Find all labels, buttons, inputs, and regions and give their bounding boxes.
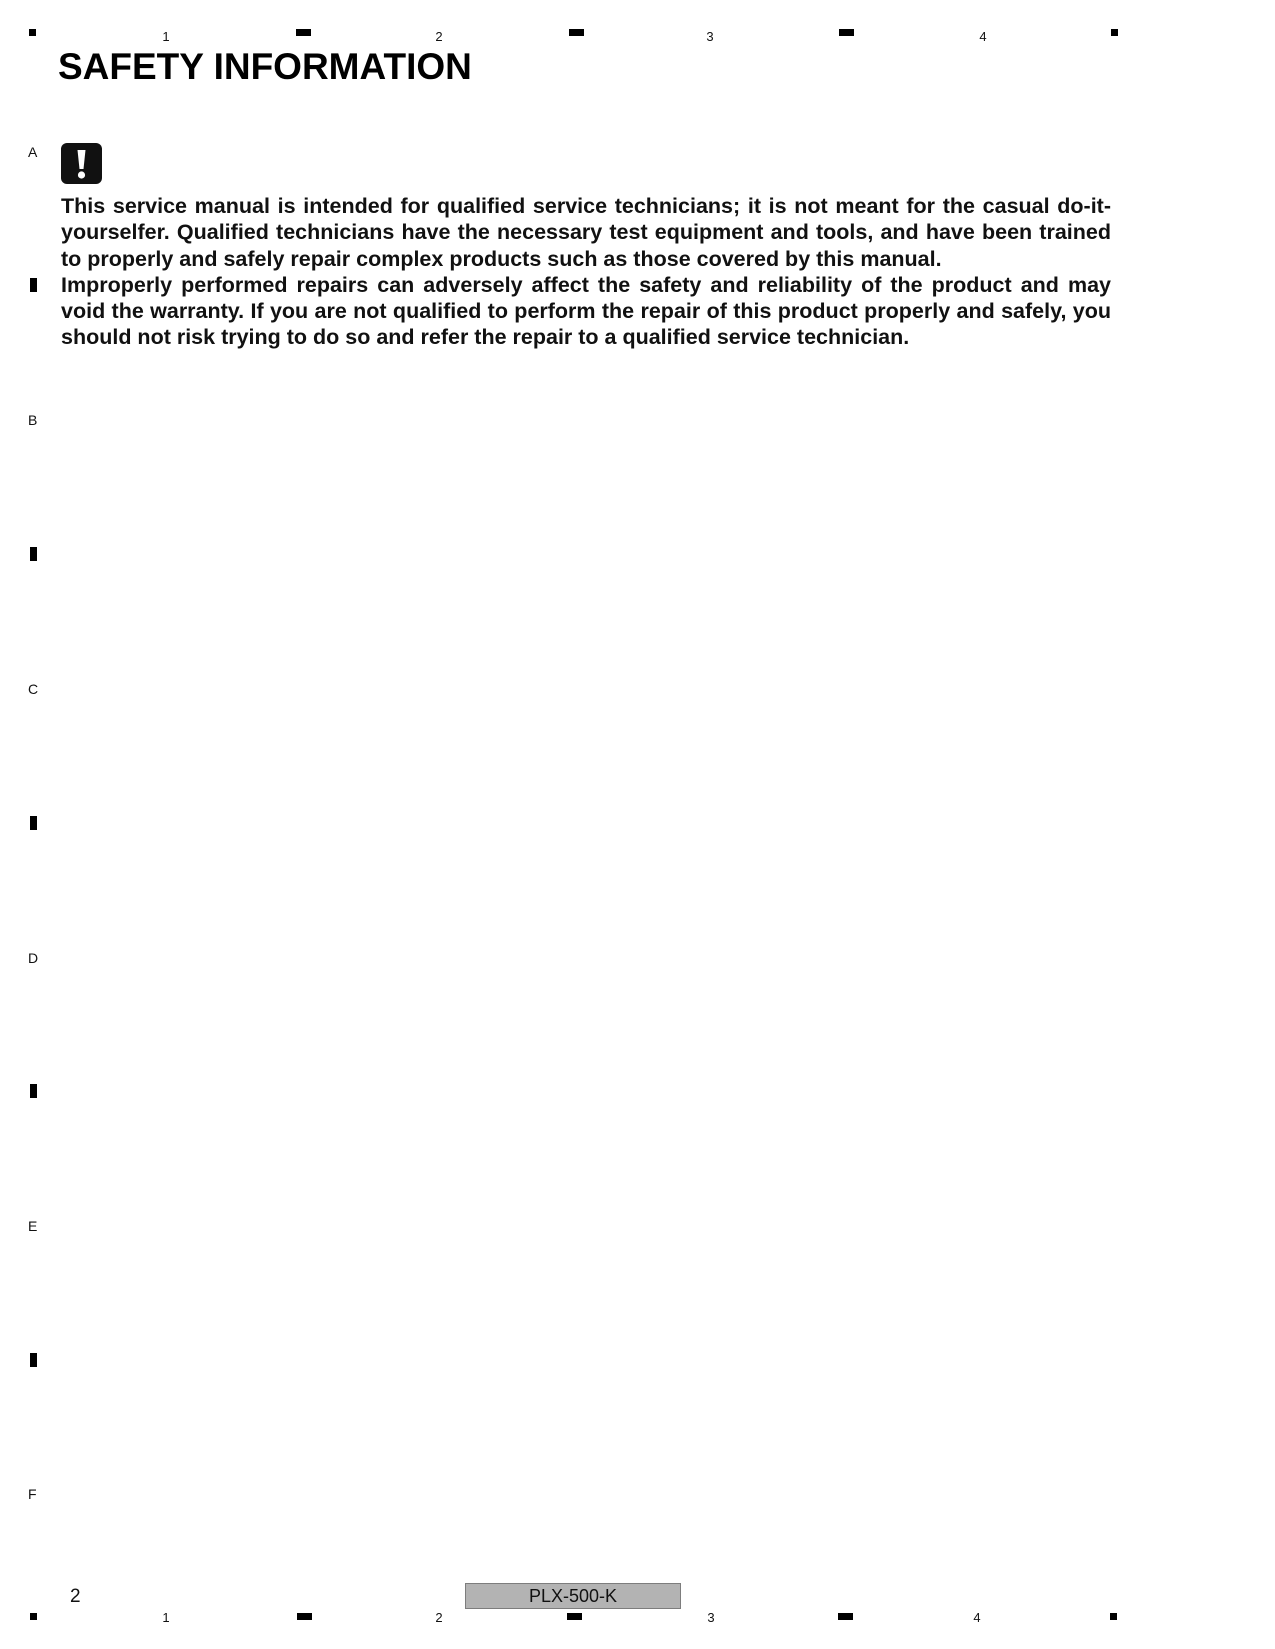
- column-number-top-2: 2: [435, 29, 443, 44]
- column-number-top-3: 3: [706, 29, 714, 44]
- registration-mark-top-right: [1111, 29, 1118, 36]
- registration-mark-top: [296, 29, 311, 36]
- safety-notice: [61, 193, 1111, 351]
- row-label-e: E: [28, 1218, 38, 1234]
- column-number-top-1: 1: [162, 29, 170, 44]
- registration-mark-side: [30, 816, 37, 830]
- row-label-f: F: [28, 1486, 37, 1502]
- model-name-box: PLX-500-K: [465, 1583, 681, 1609]
- row-label-c: C: [28, 681, 39, 697]
- safety-paragraph-1: This service manual is intended for qualified service technicians; it is not meant for the casual do-it-yourselfer. Qualified technicians have the necessary test equipment and tools, and have been trained to properly and safely repair complex products such as those covered by this manual.: [61, 194, 1111, 271]
- column-number-bottom-3: 3: [707, 1610, 715, 1625]
- registration-mark-bottom-right: [1110, 1613, 1117, 1620]
- page-number: 2: [70, 1586, 81, 1607]
- column-number-bottom-4: 4: [973, 1610, 981, 1625]
- registration-mark-side: [30, 1084, 37, 1098]
- registration-mark-top: [839, 29, 854, 36]
- row-label-a: A: [28, 144, 38, 160]
- registration-mark-side: [30, 547, 37, 561]
- column-number-top-4: 4: [979, 29, 987, 44]
- registration-mark-side: [30, 278, 37, 292]
- registration-mark-top-left: [29, 29, 36, 36]
- column-number-bottom-1: 1: [162, 1610, 170, 1625]
- row-label-b: B: [28, 412, 38, 428]
- registration-mark-side: [30, 1353, 37, 1367]
- column-number-bottom-2: 2: [435, 1610, 443, 1625]
- registration-mark-bottom: [567, 1613, 582, 1620]
- warning-exclamation-icon: [61, 143, 102, 184]
- registration-mark-bottom-left: [30, 1613, 37, 1620]
- page-title: SAFETY INFORMATION: [58, 46, 472, 87]
- safety-paragraph-2: Improperly performed repairs can adversely affect the safety and reliability of the product and may void the warranty. If you are not qualified to perform the repair of this product properly and safely, you should not risk trying to do so and refer the repair to a qualified service technician.: [61, 272, 1111, 350]
- registration-mark-top: [569, 29, 584, 36]
- registration-mark-bottom: [297, 1613, 312, 1620]
- row-label-d: D: [28, 950, 39, 966]
- registration-mark-bottom: [838, 1613, 853, 1620]
